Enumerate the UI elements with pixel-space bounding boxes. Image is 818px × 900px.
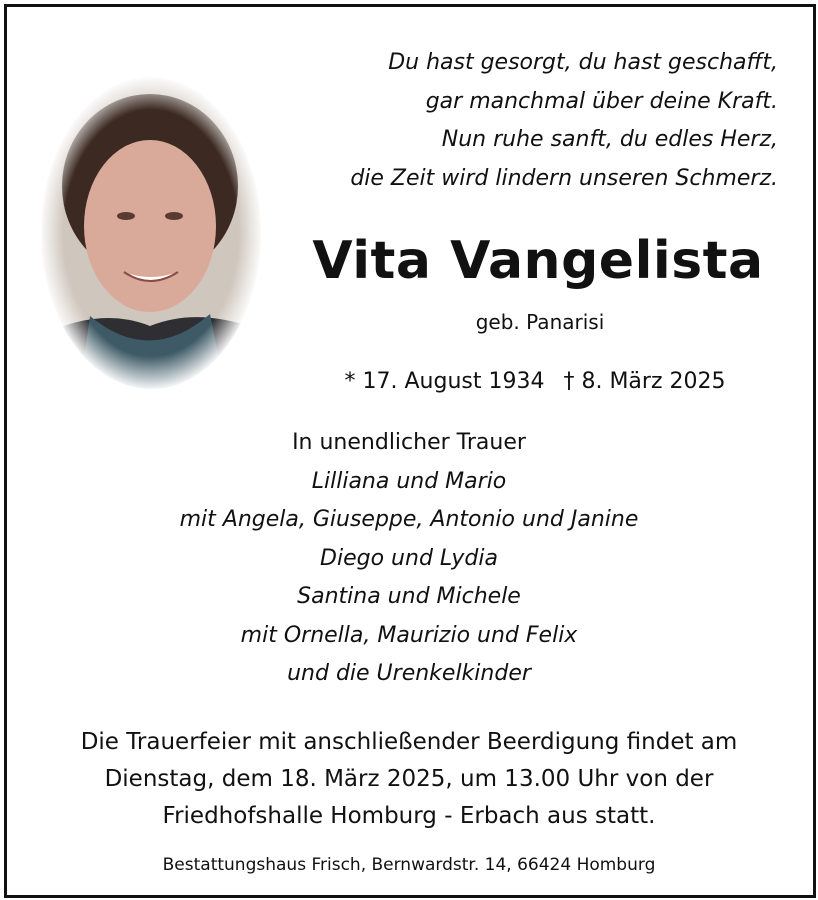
funeral-home-footer: Bestattungshaus Frisch, Bernwardstr. 14, 66424 Homburg [162, 855, 656, 875]
ceremony-line: Die Trauerfeier mit anschließender Beerdigung findet am [80, 729, 738, 755]
mourner-line: mit Angela, Giuseppe, Antonio und Janine [179, 507, 639, 532]
verse-line: die Zeit wird lindern unseren Schmerz. [350, 165, 778, 191]
life-dates [310, 366, 760, 398]
ceremony-line: Dienstag, dem 18. März 2025, um 13.00 Uhr von der [104, 766, 714, 792]
death-date: † 8. März 2025 [563, 369, 726, 394]
mourners-list [0, 424, 818, 694]
maiden-name: geb. Panarisi [475, 310, 605, 334]
birth-date: * 17. August 1934 [344, 369, 545, 394]
deceased-name: Vita Vangelista [312, 231, 764, 291]
mourner-line: mit Ornella, Maurizio und Felix [240, 622, 578, 648]
mourner-line: Diego und Lydia [320, 545, 498, 571]
mourner-line: Lilliana und Mario [311, 468, 507, 494]
memorial-verse [258, 44, 778, 198]
mourner-line: und die Urenkelkinder [287, 661, 531, 686]
verse-line: Nun ruhe sanft, du edles Herz, [441, 127, 778, 152]
funeral-announcement [0, 724, 818, 835]
mourner-line: Santina und Michele [297, 584, 521, 609]
portrait-photo [40, 76, 262, 390]
verse-line: gar manchmal über deine Kraft. [425, 88, 778, 114]
verse-line: Du hast gesorgt, du hast geschafft, [388, 50, 778, 75]
ceremony-line: Friedhofshalle Homburg - Erbach aus statt. [162, 803, 656, 829]
mourners-intro: In unendlicher Trauer [292, 430, 526, 455]
